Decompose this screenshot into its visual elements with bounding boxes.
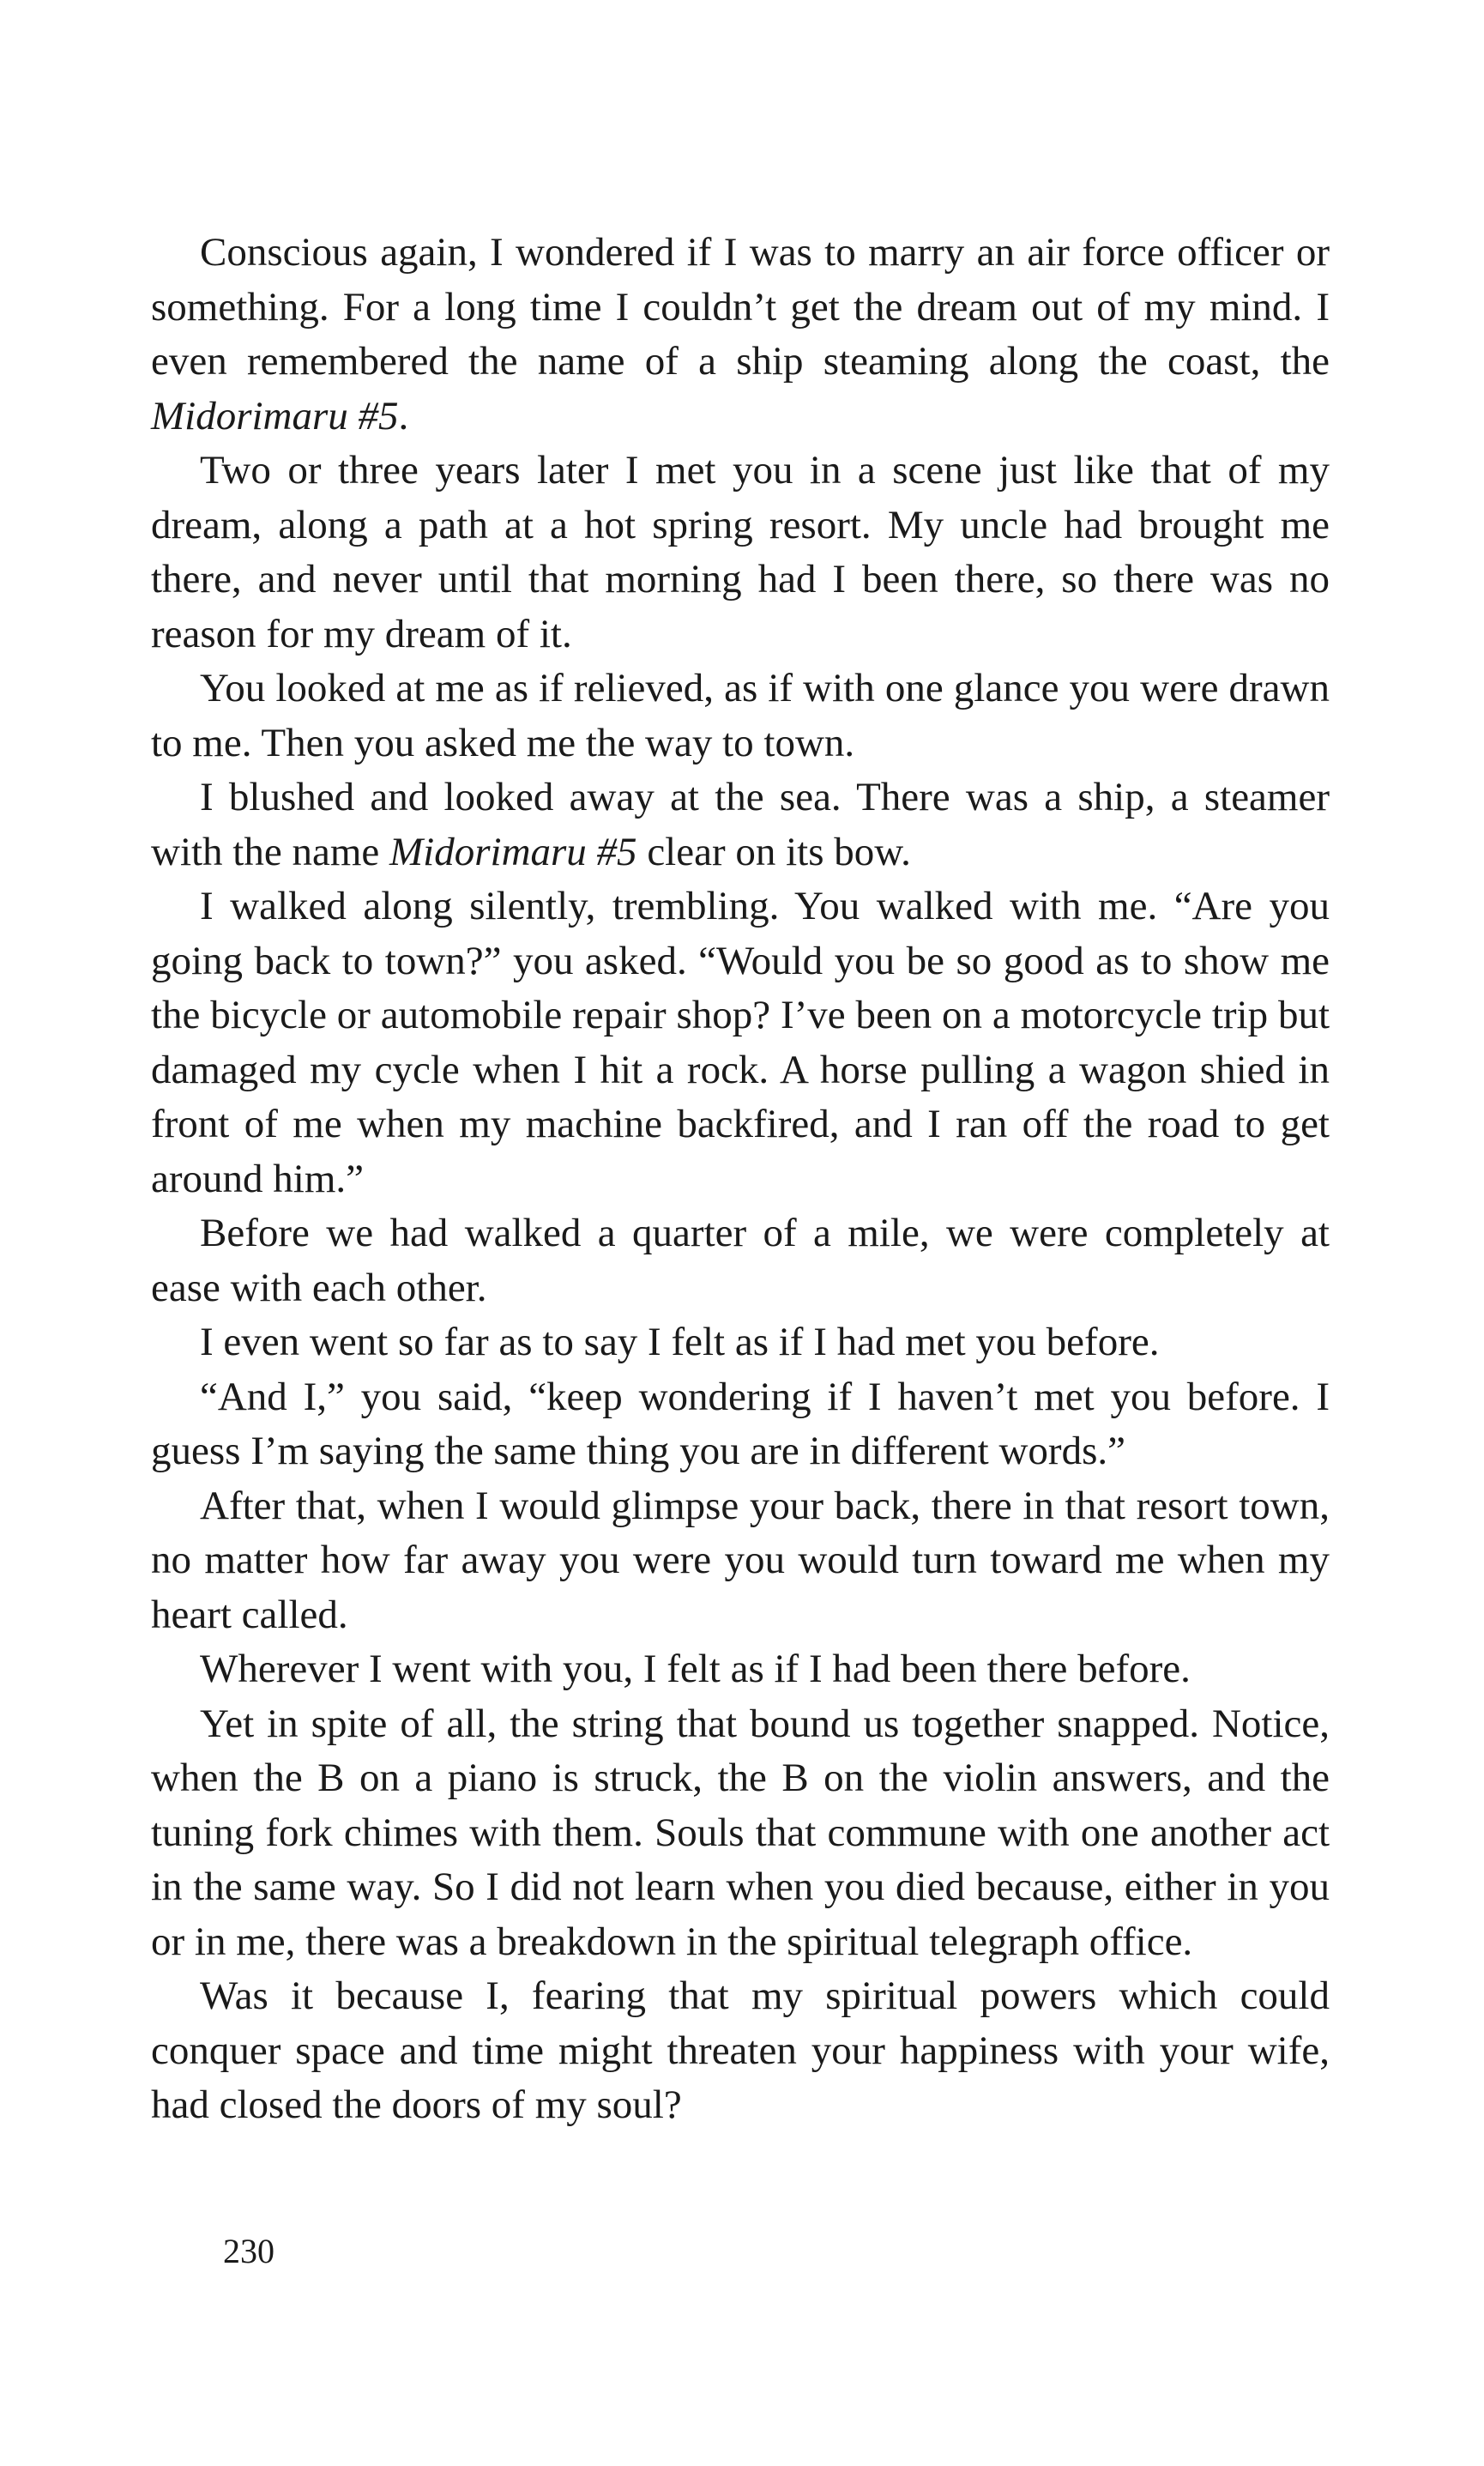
paragraph: [151, 1370, 1330, 1479]
ship-name: Midorimaru #5: [389, 829, 637, 874]
paragraph-text: Was it because I, fearing that my spiritual powers which could conquer space and time might threaten your happiness with your wife, had closed the doors of my soul?: [151, 1973, 1330, 2127]
paragraph-text: I even went so far as to say I felt as if I had met you before.: [200, 1320, 1160, 1364]
page-number: 230: [223, 2232, 274, 2270]
paragraph: [151, 662, 1330, 771]
paragraph-text: “And I,” you said, “keep wondering if I haven’t met you before. I guess I’m saying the same thing you are in different words.”: [151, 1374, 1330, 1473]
paragraph: [151, 1479, 1330, 1643]
paragraph-text: I blushed and looked away at the sea. There was a ship, a steamer with the name: [151, 775, 1330, 874]
paragraph: [151, 1206, 1330, 1315]
paragraph: [151, 1697, 1330, 1970]
paragraph-text: clear on its bow.: [636, 829, 911, 874]
paragraph: [151, 879, 1330, 1206]
paragraph: [151, 1969, 1330, 2133]
paragraph-text: After that, when I would glimpse your back, there in that resort town, no matter how far away you were you would turn toward me when my heart called.: [151, 1483, 1330, 1637]
paragraph-text: Before we had walked a quarter of a mile, we were completely at ease with each other.: [151, 1211, 1330, 1310]
paragraph: [151, 444, 1330, 662]
paragraph-text: .: [398, 393, 409, 438]
paragraph-text: Yet in spite of all, the string that bound us together snapped. Notice, when the B on a piano is struck, the B on the violin answers, and the tuning fork chimes with them. Souls that commune with one another act in the same way. So I did not learn when you died because, either in you or in me, there was a breakdown in the spiritual telegraph office.: [151, 1701, 1330, 1964]
paragraph-text: Two or three years later I met you in a scene just like that of my dream, along a path at a hot spring resort. My uncle had brought me there, and never until that morning had I been there, so there was no reason for my dream of it.: [151, 448, 1330, 656]
body-text: [151, 226, 1330, 2133]
paragraph-text: I walked along silently, trembling. You walked with me. “Are you going back to town?” you asked. “Would you be so good as to show me the bicycle or automobile repair shop? I’ve been on a motorcycle trip but damaged my cycle when I hit a rock. A horse pulling a wagon shied in front of me when my machine backfired, and I ran off the road to get around him.”: [151, 884, 1330, 1201]
paragraph-text: Conscious again, I wondered if I was to marry an air force officer or something. For a long time I couldn’t get the dream out of my mind. I even remembered the name of a ship steaming along the coast, the: [151, 230, 1330, 384]
paragraph: [151, 226, 1330, 444]
paragraph: [151, 1642, 1330, 1697]
ship-name: Midorimaru #5: [151, 393, 399, 438]
paragraph-text: You looked at me as if relieved, as if with one glance you were drawn to me. Then you asked me the way to town.: [151, 666, 1330, 765]
paragraph: [151, 1315, 1330, 1370]
paragraph: [151, 771, 1330, 879]
paragraph-text: Wherever I went with you, I felt as if I had been there before.: [200, 1647, 1191, 1691]
